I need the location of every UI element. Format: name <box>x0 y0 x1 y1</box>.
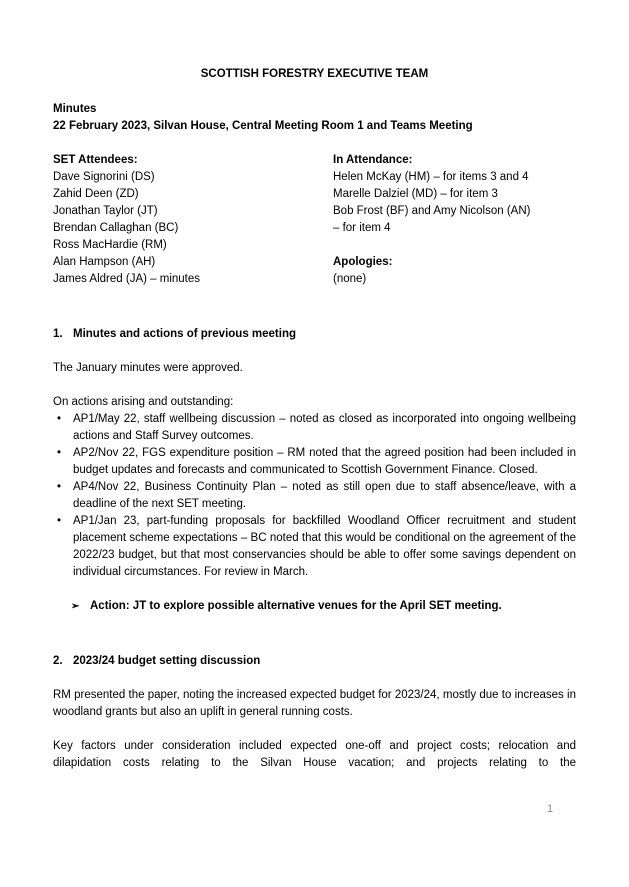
bullet-text: AP2/Nov 22, FGS expenditure position – RM noted that the agreed position had been included in budget updates and forecasts and communicated to Scottish Government Finance. Closed. <box>73 447 576 476</box>
attendee-name-continuation: – for item 4 <box>333 222 391 234</box>
action-text: Action: JT to explore possible alternative venues for the April SET meeting. <box>90 600 502 612</box>
bullet-icon: • <box>57 515 62 527</box>
actions-bullet-list <box>53 411 576 581</box>
attendee-name: Helen McKay (HM) – for items 3 and 4 <box>333 171 529 183</box>
attendee-name: Zahid Deen (ZD) <box>53 188 139 200</box>
section-2-heading <box>53 653 576 670</box>
apologies-heading: Apologies: <box>333 256 393 268</box>
bullet-icon: • <box>57 413 62 425</box>
attendee-name: Alan Hampson (AH) <box>53 256 156 268</box>
bullet-item <box>53 411 576 445</box>
set-attendees-heading: SET Attendees: <box>53 154 138 166</box>
bullet-text: AP4/Nov 22, Business Continuity Plan – noted as still open due to staff absence/leave, with a deadline of the next SET meeting. <box>73 481 576 510</box>
bullet-icon: • <box>57 447 62 459</box>
apologies-value: (none) <box>333 273 367 285</box>
section-2-number: 2. <box>53 655 63 667</box>
bullet-item <box>53 513 576 581</box>
attendee-name: Ross MacHardie (RM) <box>53 239 167 251</box>
attendee-name: James Aldred (JA) – minutes <box>53 273 201 285</box>
section-1-number: 1. <box>53 328 63 340</box>
action-arrow-icon: ➢ <box>71 601 80 612</box>
bullet-text: AP1/Jan 23, part-funding proposals for backfilled Woodland Officer recruitment and student placement scheme expectations – BC noted that this would be conditional on the agreement of the 2022/23 budget, but that most conservancies should be able to offer some savings dependent on individual circumstances. For review in March. <box>73 515 576 578</box>
bullet-item <box>53 479 576 513</box>
page-content <box>53 66 576 772</box>
action-item <box>53 598 576 615</box>
bullet-item <box>53 445 576 479</box>
blank-line <box>333 237 576 254</box>
meta-block <box>53 101 576 135</box>
section-1-title: Minutes and actions of previous meeting <box>73 328 297 340</box>
section-2-paragraph: RM presented the paper, noting the increased expected budget for 2023/24, mostly due to increases in woodland grants but also an uplift in general running costs. <box>53 689 576 718</box>
section-1-heading <box>53 326 576 343</box>
set-attendees-column <box>53 152 333 288</box>
page-number: 1 <box>547 803 554 815</box>
attendees-block <box>53 152 576 288</box>
document-title: SCOTTISH FORESTRY EXECUTIVE TEAM <box>200 68 429 80</box>
in-attendance-column <box>333 152 576 288</box>
attendee-name: Marelle Dalziel (MD) – for item 3 <box>333 188 498 200</box>
section-2-title: 2023/24 budget setting discussion <box>73 655 261 667</box>
section-1-paragraph: On actions arising and outstanding: <box>53 396 234 408</box>
meta-date-location: 22 February 2023, Silvan House, Central Meeting Room 1 and Teams Meeting <box>53 120 473 132</box>
section-2-paragraph: Key factors under consideration included expected one-off and project costs; relocation and dilapidation costs relating to the Silvan House vacation; and projects relating to the <box>53 740 576 769</box>
section-1-paragraph: The January minutes were approved. <box>53 362 243 374</box>
meta-minutes-label: Minutes <box>53 103 97 115</box>
in-attendance-heading: In Attendance: <box>333 154 413 166</box>
bullet-icon: • <box>57 481 62 493</box>
attendee-name: Dave Signorini (DS) <box>53 171 155 183</box>
attendee-name: Jonathan Taylor (JT) <box>53 205 158 217</box>
attendee-name: Bob Frost (BF) and Amy Nicolson (AN) <box>333 205 531 217</box>
bullet-text: AP1/May 22, staff wellbeing discussion – noted as closed as incorporated into ongoing wellbeing actions and Staff Survey outcomes. <box>73 413 576 442</box>
attendee-name: Brendan Callaghan (BC) <box>53 222 179 234</box>
